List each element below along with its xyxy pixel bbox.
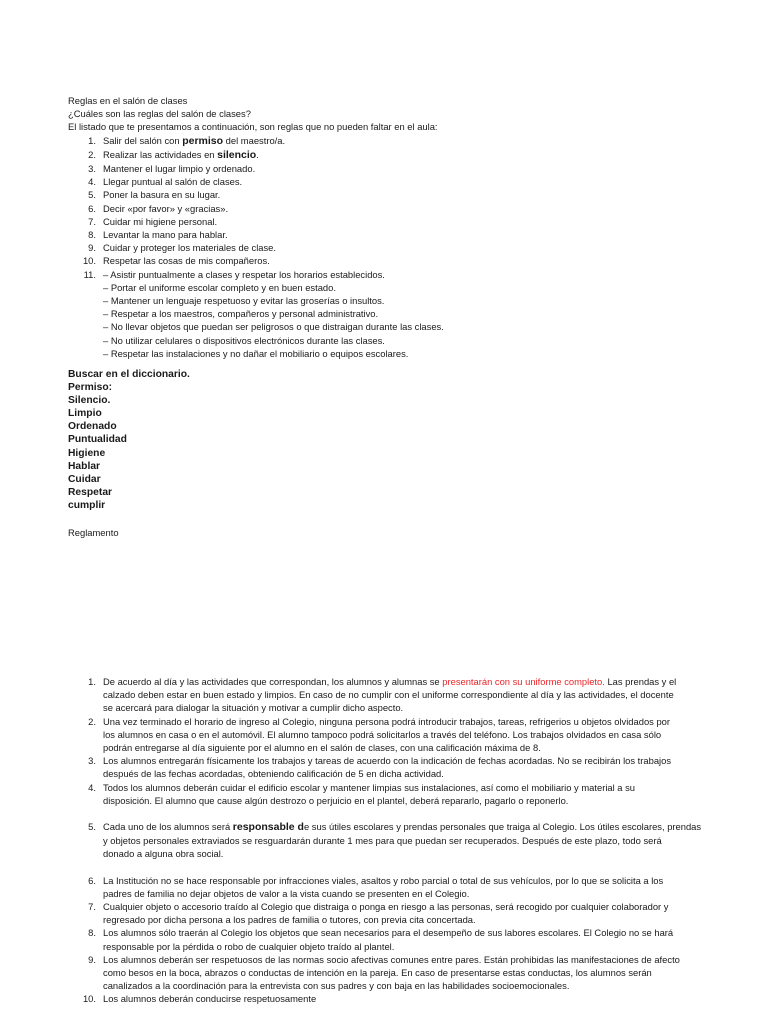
intro-lead: El listado que te presentamos a continuación, son reglas que no pueden faltar en el aula:: [68, 121, 438, 133]
sub-rule: – Respetar las instalaciones y no dañar el mobiliario o equipos escolares.: [103, 347, 409, 359]
sub-rule: – Portar el uniforme escolar completo y en buen estado.: [103, 281, 336, 293]
item-line: después de las fechas acordadas, obteniendo calificación de 5 en dicha actividad.: [103, 768, 444, 780]
dictionary-word: Hablar: [68, 460, 101, 472]
item-number: 7.: [88, 901, 96, 913]
dictionary-word: Puntualidad: [68, 434, 127, 446]
item-line: Los alumnos deberán ser respetuosos de las normas socio afectivas comunes entre pares. Están prohibidas las manifestaciones de afecto: [103, 953, 680, 965]
list-item: [68, 992, 718, 1005]
item-number: 6.: [88, 874, 96, 886]
dictionary-word: Silencio.: [68, 395, 111, 407]
list-item: 8. Levantar la mano para hablar.: [88, 229, 228, 241]
highlighted-text: presentarán con su uniforme completo.: [442, 676, 605, 687]
sub-rules: [68, 281, 708, 360]
sub-rule: – Respetar a los maestros, compañeros y personal administrativo.: [103, 308, 379, 320]
item-line: donado a alguna obra social.: [103, 848, 224, 860]
item-line: Los alumnos deberán conducirse respetuosamente: [103, 993, 317, 1005]
item-line: Una vez terminado el horario de ingreso al Colegio, ninguna persona podrá introducir trabajos, tareas, refrigerios u objetos olvidados por: [103, 715, 670, 727]
list-item: [68, 781, 718, 807]
reglamento-title: Reglamento: [68, 527, 119, 538]
item-line: La Institución no se hace responsable por infracciones viales, asaltos y robo parcial o total de sus vehículos, por lo que se solicita a los: [103, 874, 664, 886]
item-line: padres de familia no dejar objetos de valor a la vista cuando se presenten en el Colegio.: [103, 887, 470, 899]
list-item: 10. Respetar las cosas de mis compañeros.: [82, 255, 270, 267]
item-line: Los alumnos sólo traerán al Colegio los objetos que sean necesarios para el desempeño de sus labores escolares. El Colegio no se hará: [103, 927, 674, 939]
item-line: responsable por la pérdida o robo de cualquier objeto traído al plantel.: [103, 940, 395, 952]
list-item: [68, 715, 718, 755]
sub-rule: – Mantener un lenguaje respetuoso y evitar las groserías o insultos.: [103, 295, 385, 307]
list-item: [68, 953, 718, 993]
item-line: canalizados a la coordinación para la entrevista con sus padres y con baja en las habilidades socioemocionales.: [103, 980, 570, 992]
item-number: 3.: [88, 755, 96, 767]
dictionary-word: Cuidar: [68, 473, 101, 485]
item-line: podrán entregarse al día siguiente por el alumno en el salón de clases, con una calificación máxima de 8.: [103, 742, 541, 754]
list-item: 4. Llegar puntual al salón de clases.: [88, 176, 243, 188]
sub-rule: – No llevar objetos que puedan ser peligrosos o que distraigan durante las clases.: [103, 321, 444, 333]
item-number: 2.: [88, 715, 96, 727]
item-line: Cualquier objeto o accesorio traído al Colegio que distraiga o ponga en riesgo a las personas, será recogido por cualquier colaborador y: [103, 901, 669, 913]
dictionary-word: Respetar: [68, 486, 113, 498]
bold-keyword: responsable d: [232, 821, 304, 834]
item-number: 8.: [88, 927, 96, 939]
list-item: [68, 874, 718, 900]
list-item: 2. Realizar las actividades en silencio.: [88, 148, 259, 161]
item-number: 9.: [88, 953, 96, 965]
list-item: 9. Cuidar y proteger los materiales de clase.: [88, 242, 276, 254]
item-line: Cada uno de los alumnos será responsable de sus útiles escolares y prendas personales que traiga al Colegio. Los útiles escolares, prendas: [103, 821, 702, 834]
dictionary-word: Limpio: [68, 408, 102, 420]
list-item: 7. Cuidar mi higiene personal.: [88, 215, 218, 227]
classroom-rules-list: [68, 134, 708, 281]
dictionary-word: Permiso:: [68, 382, 113, 394]
list-item: 11. – Asistir puntualmente a clases y respetar los horarios establecidos.: [83, 268, 385, 280]
item-line: se acercará para dialogar la situación y motivar a cumplir dicho aspecto.: [103, 702, 404, 714]
item-number: 10.: [82, 993, 96, 1005]
list-item: 1. Salir del salón con permiso del maestro/a.: [88, 134, 286, 147]
dictionary-section: [68, 368, 190, 512]
list-item: 3. Mantener el lugar limpio y ordenado.: [88, 163, 256, 175]
item-number: 1.: [88, 676, 96, 687]
item-line: regresado por dicha persona a los padres de familia o tutores, con previa cita concertada.: [103, 914, 476, 926]
item-line: y objetos personales extraviados se resguardarán durante 1 mes para que puedan ser recuperados. Después de este plazo, todo será: [103, 835, 662, 847]
dictionary-word: cumplir: [68, 499, 106, 511]
item-line: Los alumnos entregarán físicamente los trabajos y tareas de acuerdo con la indicación de fechas acordadas. No se recibirán los trabajos: [103, 755, 672, 767]
list-item: 6. Decir «por favor» y «gracias».: [88, 202, 229, 214]
list-item: [68, 820, 718, 861]
item-line: los alumnos en casa o en el automóvil. El alumno tampoco podrá solicitarlos a través del teléfono. Los trabajos olvidados en casa sólo: [103, 728, 662, 740]
item-number: 5.: [88, 821, 96, 833]
sub-rule: – No utilizar celulares o dispositivos electrónicos durante las clases.: [103, 334, 385, 346]
intro-question: ¿Cuáles son las reglas del salón de clases?: [68, 108, 251, 120]
dictionary-word: Ordenado: [68, 421, 117, 433]
item-line: De acuerdo al día y las actividades que correspondan, los alumnos y alumnas se presentarán con su uniforme completo. Las prendas y el: [103, 676, 677, 687]
item-line: disposición. El alumno que cause algún destrozo o perjuicio en el plantel, deberá repararlo, pagarlo o reponerlo.: [103, 794, 569, 806]
paragraph-gap: [68, 861, 718, 874]
reglamento-list: [68, 675, 718, 1006]
intro-section: [68, 94, 708, 360]
item-line: como besos en la boca, abrazos o conductas de intención en la pareja. En caso de presentarse estas conductas, los alumnos serán: [103, 967, 652, 979]
dictionary-heading: Buscar en el diccionario.: [68, 369, 190, 380]
paragraph-gap: [68, 807, 718, 820]
list-item: [68, 675, 718, 715]
list-item: 5. Poner la basura en su lugar.: [88, 189, 221, 201]
item-number: 4.: [88, 781, 96, 793]
item-line: Todos los alumnos deberán cuidar el edificio escolar y mantener limpias sus instalaciones, así como el mobiliario y material a su: [103, 781, 636, 793]
list-item: [68, 926, 718, 952]
list-item: [68, 754, 718, 780]
item-line: calzado deben estar en buen estado y limpios. En caso de no cumplir con el uniforme correspondiente al día y las actividades, el docente: [103, 689, 674, 701]
list-item: [68, 900, 718, 926]
document-title: Reglas en el salón de clases: [68, 95, 188, 106]
dictionary-word: Higiene: [68, 447, 106, 459]
